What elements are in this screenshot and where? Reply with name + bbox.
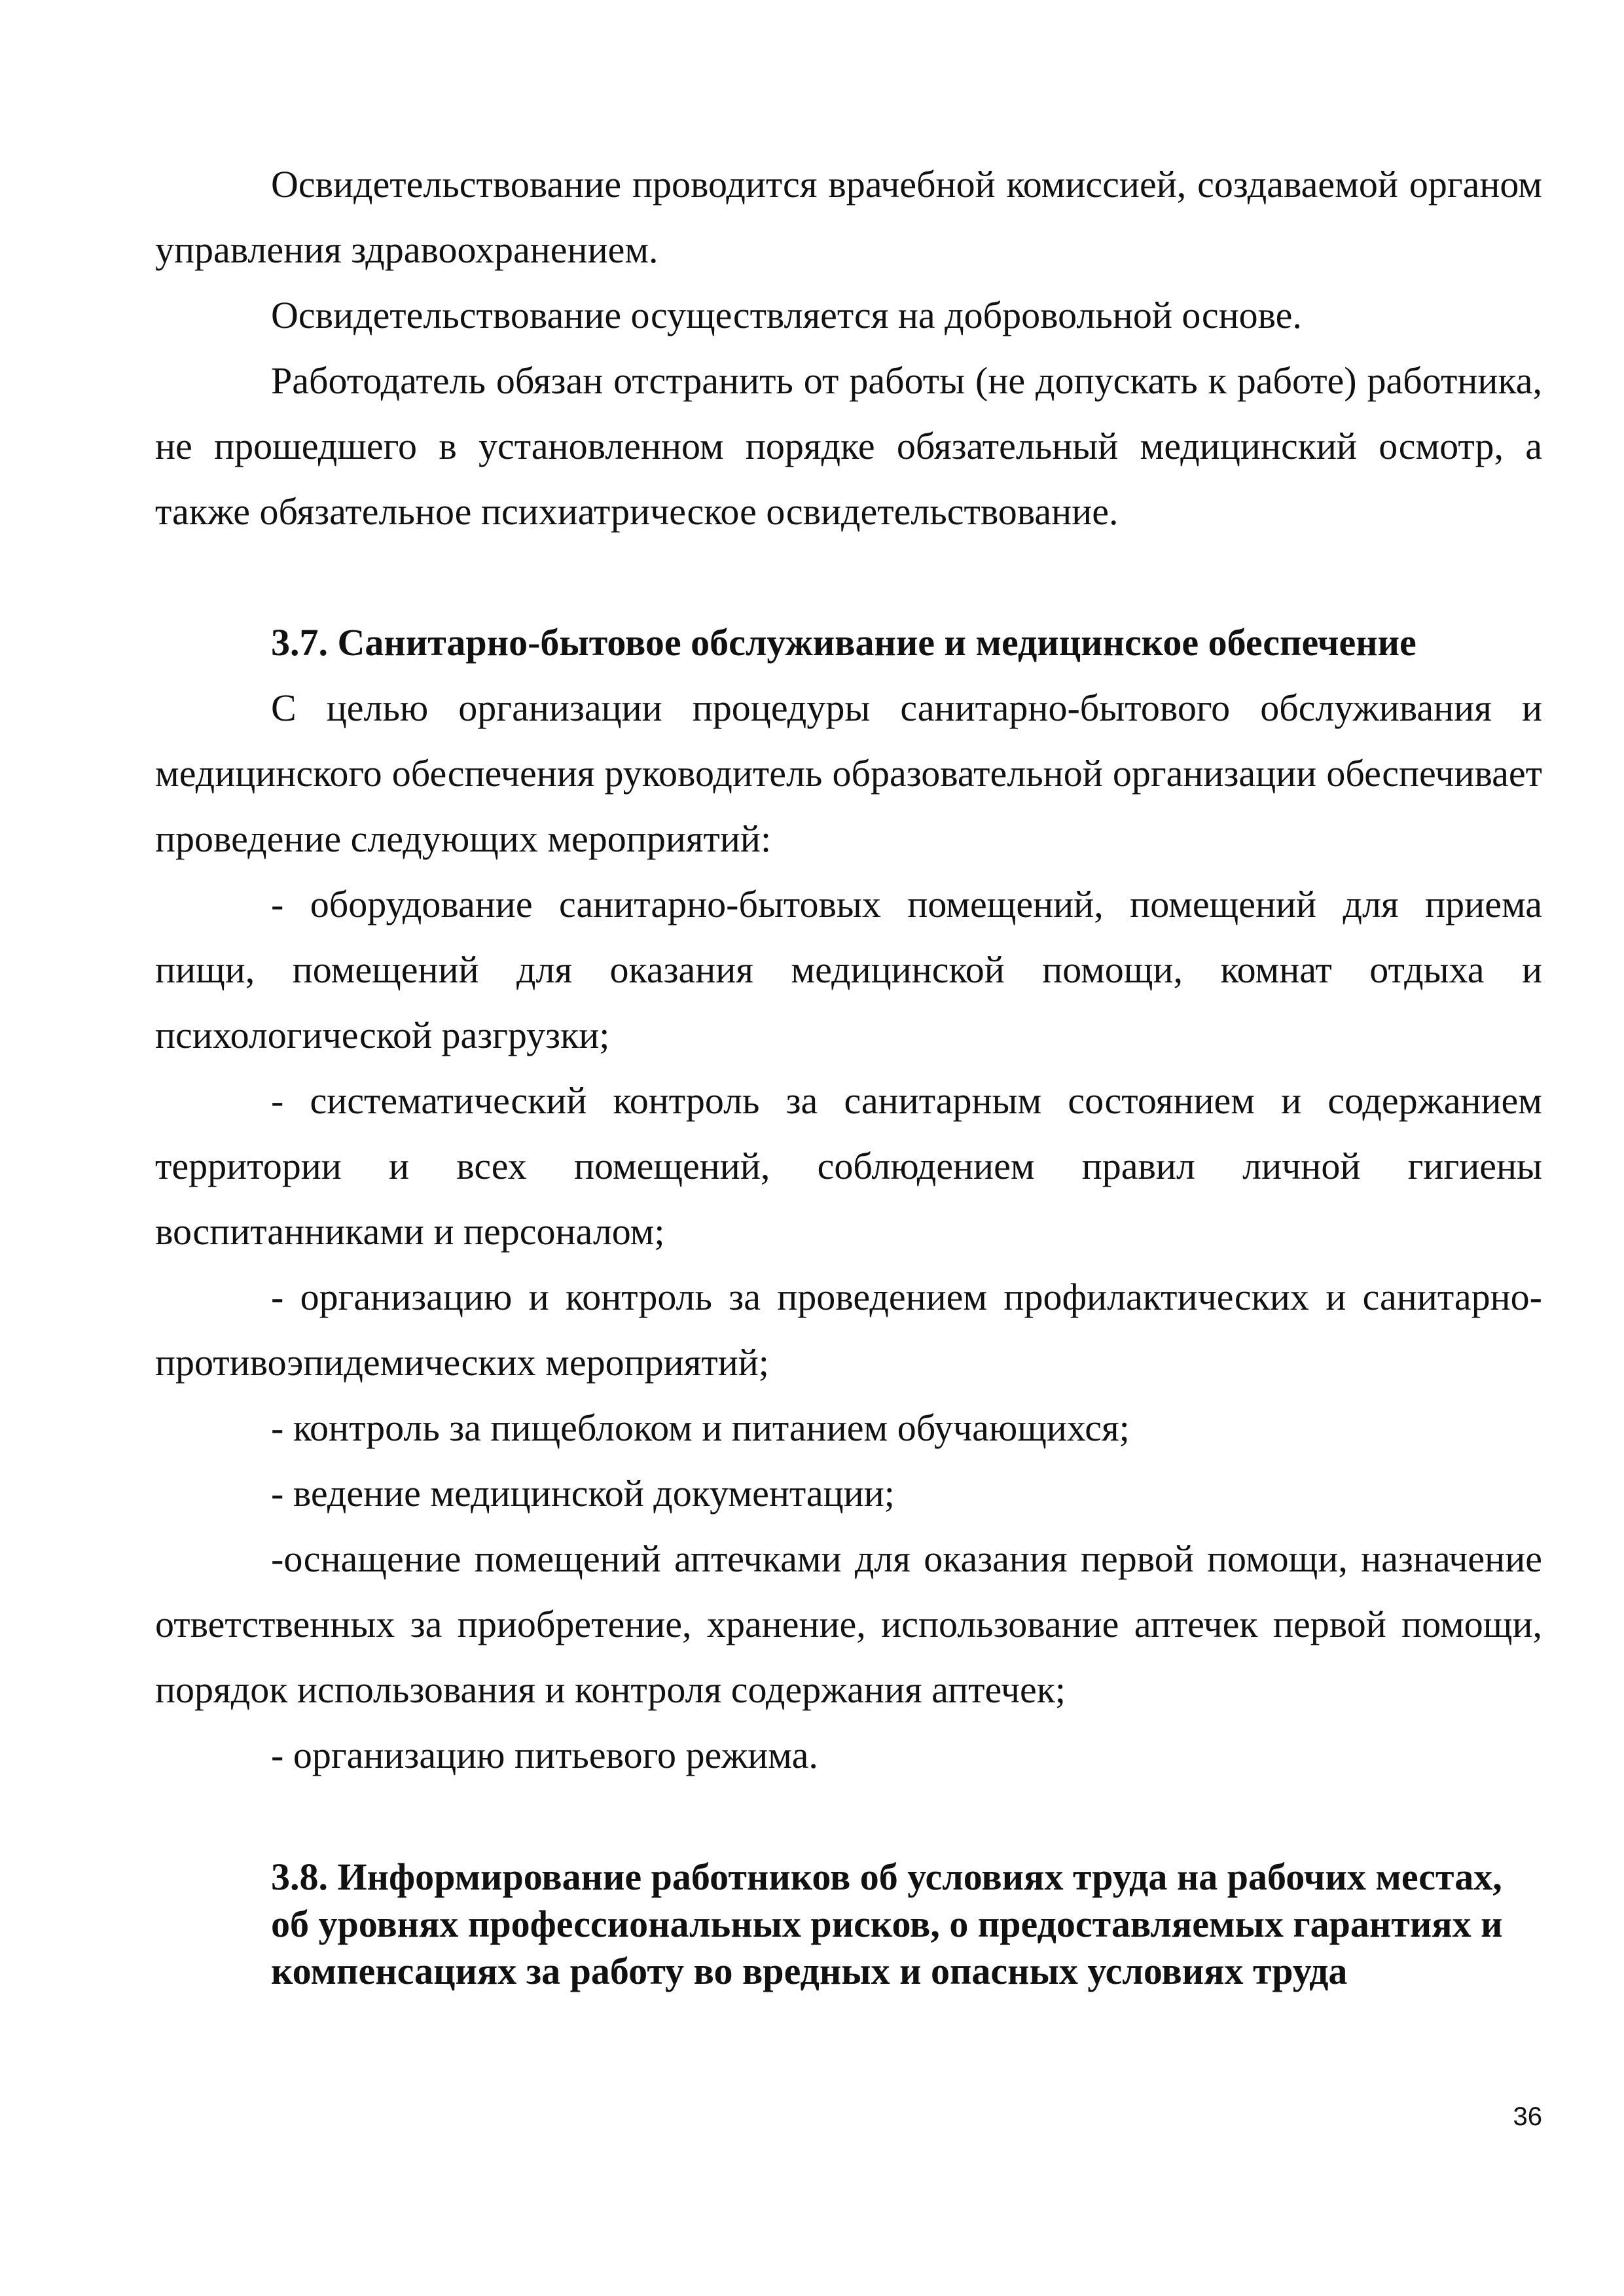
paragraph-voluntary-basis: Освидетельствование осуществляется на добровольной основе. xyxy=(271,294,1302,336)
list-item: - контроль за пищеблоком и питанием обучающихся; xyxy=(271,1407,1130,1449)
section-3-7-intro: С целью организации процедуры санитарно-бытового обслуживания и медицинского обеспечения руководитель образовательной организации обеспечивает проведение следующих мероприятий: xyxy=(155,687,1542,860)
list-item: - систематический контроль за санитарным состоянием и содержанием территории и всех помещений, соблюдением правил личной гигиены воспитанниками и персоналом; xyxy=(155,1079,1542,1253)
list-item: - организацию питьевого режима. xyxy=(271,1734,818,1776)
paragraph-employer-obligation: Работодатель обязан отстранить от работы (не допускать к работе) работника, не прошедшего в установленном порядке обязательный медицинский осмотр, а также обязательное психиатрическое освидетельствование. xyxy=(155,359,1542,533)
list-item: - оборудование санитарно-бытовых помещений, помещений для приема пищи, помещений для оказания медицинской помощи, комнат отдыха и психологической разгрузки; xyxy=(155,883,1542,1056)
page-number: 36 xyxy=(1513,2102,1542,2131)
list-item: - ведение медицинской документации; xyxy=(271,1472,895,1515)
list-item: -оснащение помещений аптечками для оказания первой помощи, назначение ответственных за приобретение, хранение, использование аптечек первой помощи, порядок использования и контроля содержания аптечек; xyxy=(155,1537,1542,1711)
list-item: - организацию и контроль за проведением профилактических и санитарно-противоэпидемических мероприятий; xyxy=(155,1276,1542,1384)
paragraph-examination-commission: Освидетельствование проводится врачебной комиссией, создаваемой органом управления здравоохранением. xyxy=(155,163,1542,271)
section-3-7-heading: 3.7. Санитарно-бытовое обслуживание и медицинское обеспечение xyxy=(271,621,1416,664)
section-3-8-heading: 3.8. Информирование работников об условиях труда на рабочих местах, об уровнях профессиональных рисков, о предоставляемых гарантиях и компенсациях за работу во вредных и опасных условиях труда xyxy=(271,1856,1503,1992)
document-body xyxy=(155,152,1542,1995)
